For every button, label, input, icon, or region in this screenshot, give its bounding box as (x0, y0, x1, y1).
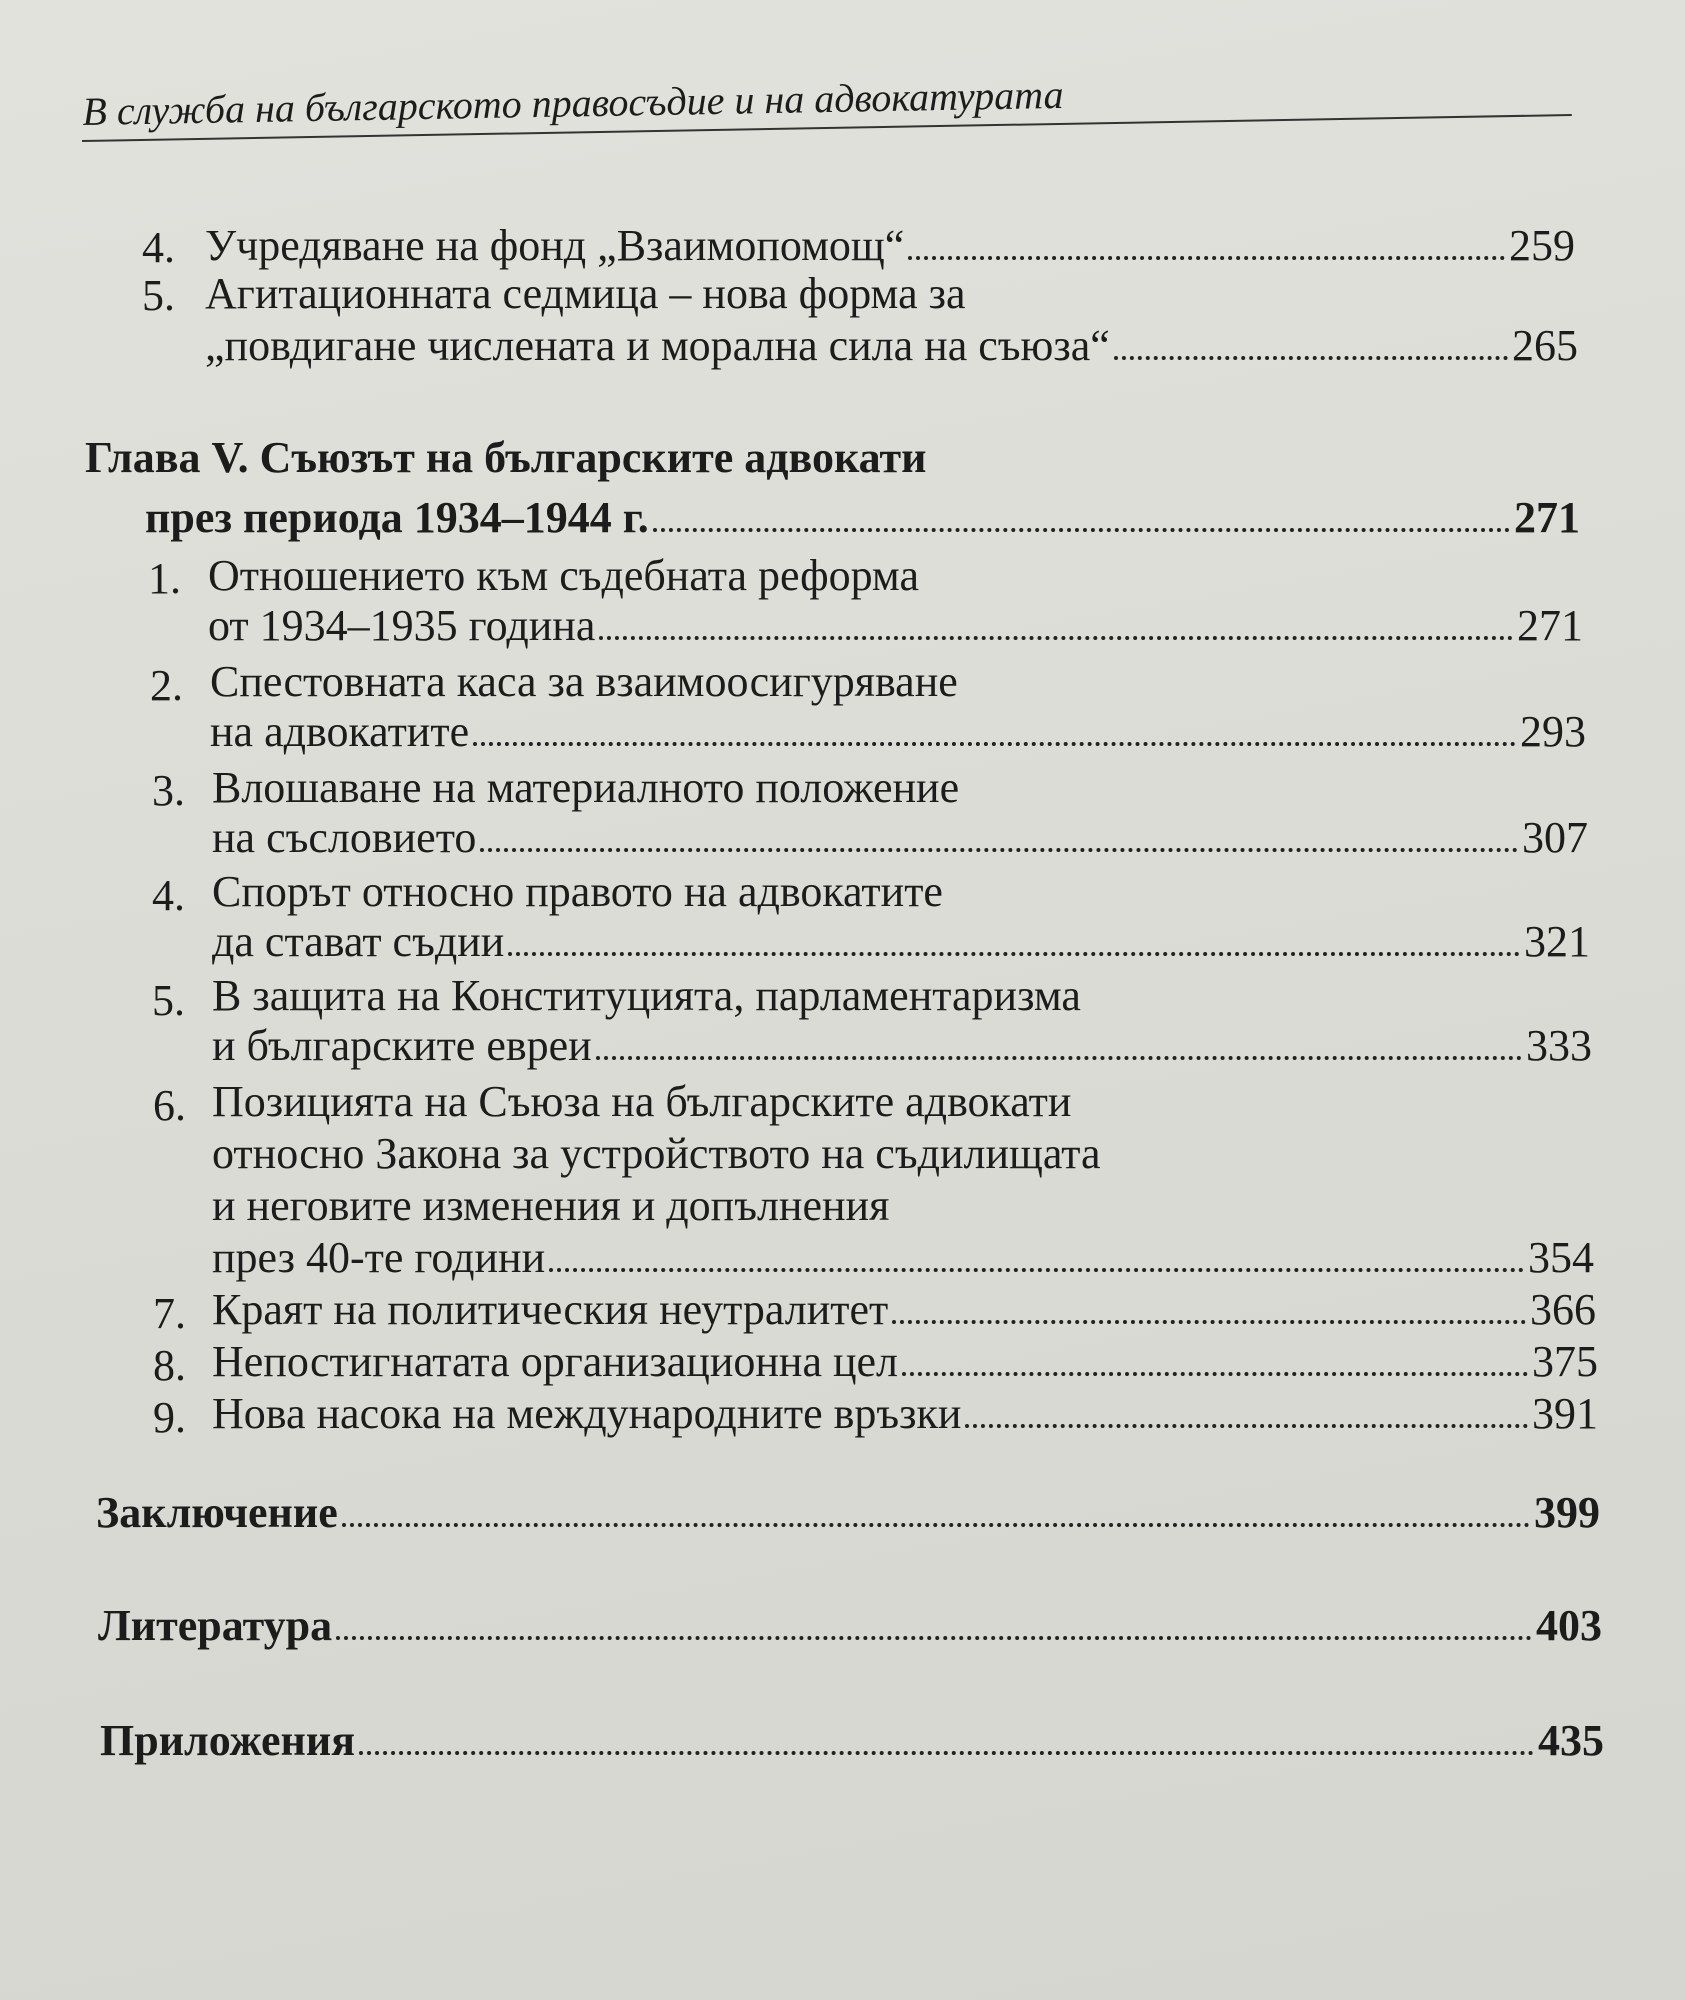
toc-entry-page: 391 (1532, 1389, 1598, 1438)
toc-entry-page: 403 (1536, 1601, 1602, 1650)
toc-entry-title-line: В защита на Конституцията, парламентаризма (212, 971, 1081, 1020)
toc-entry-number: 3. (152, 766, 185, 815)
toc-entry-leader (100, 1715, 1604, 1767)
toc-chapter-title: през периода 1934–1944 г. (145, 493, 649, 542)
toc-entry-number: 4. (142, 223, 175, 272)
dot-leader (892, 1320, 1526, 1324)
toc-section-title: Литература (98, 1601, 333, 1650)
toc-entry-title: Краят на политическия неутралитет (212, 1285, 889, 1334)
toc-entry-leader (98, 1600, 1602, 1652)
toc-entry-leader (210, 706, 1586, 758)
dot-leader (965, 1424, 1528, 1428)
toc-entry-leader (212, 812, 1588, 864)
toc-entry-page: 271 (1517, 601, 1583, 650)
toc-entry-title-line: Позицията на Съюза на българските адвокати (212, 1077, 1072, 1126)
dot-leader (359, 1751, 1534, 1755)
toc-entry-title: през 40-те години (212, 1233, 546, 1282)
toc-entry-title-line: относно Закона за устройството на съдилищата (212, 1129, 1101, 1178)
toc-section-title: Приложения (100, 1716, 355, 1765)
toc-entry-title: Учредяване на фонд „Взаимопомощ“ (205, 221, 905, 270)
toc-entry-number: 9. (153, 1393, 186, 1442)
dot-leader (1114, 356, 1508, 360)
toc-entry-page: 333 (1526, 1021, 1592, 1070)
toc-entry-title: на адвокатите (210, 707, 470, 756)
toc-entry-number: 5. (152, 976, 185, 1025)
dot-leader (596, 1056, 1522, 1060)
toc-entry-title-line: и неговите изменения и допълнения (212, 1181, 890, 1230)
toc-entry-page: 435 (1538, 1716, 1604, 1765)
toc-entry-leader (212, 916, 1590, 968)
toc-entry-number: 1. (148, 554, 181, 603)
toc-entry-number: 6. (153, 1081, 186, 1130)
toc-entry-page: 399 (1534, 1488, 1600, 1537)
toc-entry-leader (212, 1020, 1592, 1072)
toc-entry-leader (205, 220, 1575, 272)
toc-entry-page: 375 (1532, 1337, 1598, 1386)
toc-entry-title-line: Влошаване на материалното положение (212, 763, 960, 812)
toc-section-title: Заключение (96, 1488, 338, 1537)
toc-entry-page: 259 (1509, 221, 1575, 270)
toc-entry-page: 265 (1512, 321, 1578, 370)
toc-entry-page: 366 (1530, 1285, 1596, 1334)
dot-leader (473, 742, 1516, 746)
dot-leader (549, 1268, 1524, 1272)
dot-leader (653, 528, 1510, 532)
toc-entry-title: да стават съдии (212, 917, 505, 966)
running-header: В служба на българското правосъдие и на адвокатурата (82, 71, 1064, 134)
toc-entry-title: на съсловието (212, 813, 477, 862)
toc-entry-leader (212, 1336, 1598, 1388)
toc-entry-title-line: Агитационната седмица – нова форма за (205, 269, 966, 318)
dot-leader (342, 1523, 1530, 1527)
toc-entry-leader (212, 1284, 1596, 1336)
toc-entry-leader (208, 600, 1583, 652)
toc-entry-number: 2. (150, 661, 183, 710)
toc-entry-title: Непостигнатата организационна цел (212, 1337, 899, 1386)
toc-entry-number: 5. (142, 271, 175, 320)
toc-entry-leader (96, 1487, 1600, 1539)
toc-entry-leader (145, 492, 1580, 544)
toc-entry-leader (212, 1232, 1594, 1284)
toc-entry-page: 293 (1520, 707, 1586, 756)
toc-entry-title: „повдигане числената и морална сила на съюза“ (205, 321, 1110, 370)
toc-entry-title: от 1934–1935 година (208, 601, 596, 650)
toc-entry-leader (212, 1388, 1598, 1440)
toc-entry-number: 4. (152, 871, 185, 920)
toc-entry-leader (205, 320, 1578, 372)
toc-chapter-title-line: Глава V. Съюзът на българските адвокати (85, 433, 927, 482)
toc-entry-number: 7. (153, 1289, 186, 1338)
dot-leader (902, 1372, 1528, 1376)
toc-entry-title-line: Спорът относно правото на адвокатите (212, 867, 943, 916)
dot-leader (508, 952, 1520, 956)
dot-leader (599, 636, 1513, 640)
toc-entry-title-line: Спестовната каса за взаимоосигуряване (210, 657, 958, 706)
toc-entry-page: 354 (1528, 1233, 1594, 1282)
toc-entry-title-line: Отношението към съдебната реформа (208, 551, 920, 600)
toc-entry-title: Нова насока на международните връзки (212, 1389, 962, 1438)
dot-leader (480, 848, 1518, 852)
toc-entry-page: 321 (1524, 917, 1590, 966)
dot-leader (908, 256, 1505, 260)
toc-entry-title: и българските евреи (212, 1021, 592, 1070)
dot-leader (336, 1636, 1532, 1640)
toc-entry-number: 8. (153, 1341, 186, 1390)
toc-entry-page: 307 (1522, 813, 1588, 862)
toc-entry-page: 271 (1514, 493, 1580, 542)
